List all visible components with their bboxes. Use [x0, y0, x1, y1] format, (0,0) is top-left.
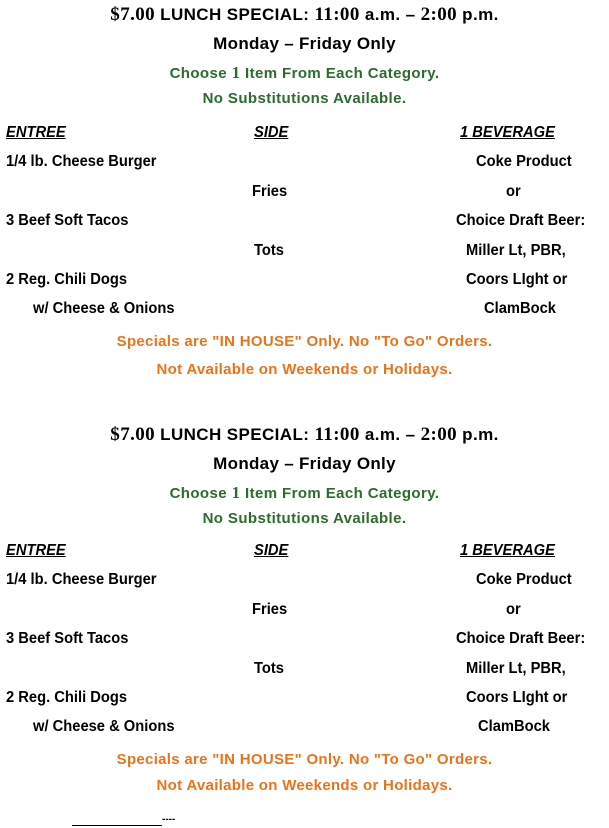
choose-post: Item From Each Category. [245, 485, 440, 502]
price: $7.00 [110, 4, 156, 25]
end-suffix: p.m. [462, 425, 499, 444]
special-title [0, 4, 609, 26]
choose-instruction [0, 63, 609, 83]
choose-pre: Choose [169, 485, 227, 502]
price: $7.00 [110, 424, 156, 445]
special-title [0, 424, 609, 446]
entree-item-detail: w/ Cheese & Onions [33, 718, 175, 735]
end-time: 2:00 [420, 4, 458, 25]
signature-line [72, 825, 162, 826]
beverage-header: 1 BEVERAGE [460, 542, 555, 559]
beverage-item: Choice Draft Beer: [456, 212, 586, 229]
entree-item: 2 Reg. Chili Dogs [6, 689, 128, 706]
end-suffix: p.m. [462, 5, 499, 24]
entree-item: 3 Beef Soft Tacos [6, 212, 129, 229]
no-substitutions: No Substitutions Available. [202, 90, 407, 107]
choose-post: Item From Each Category. [245, 65, 440, 82]
entree-item: 2 Reg. Chili Dogs [6, 271, 128, 288]
choose-number: 1 [231, 483, 241, 502]
in-house-notice: Specials are "IN HOUSE" Only. No "To Go" Orders. [116, 333, 493, 350]
beverage-header: 1 BEVERAGE [460, 124, 555, 141]
beverage-item: Miller Lt, PBR, [466, 660, 566, 677]
title-label: LUNCH SPECIAL: [160, 425, 310, 444]
beverage-item: Coors LIght or [466, 689, 568, 706]
weekend-notice: Not Available on Weekends or Holidays. [156, 777, 453, 794]
beverage-item: Choice Draft Beer: [456, 630, 586, 647]
side-item: Fries [252, 601, 288, 618]
lunch-special-flyer-1 [0, 0, 609, 400]
entree-header: ENTREE [6, 124, 66, 141]
beverage-item: Coke Product [476, 153, 572, 170]
beverage-item: or [506, 183, 521, 200]
beverage-item: Coke Product [476, 571, 572, 588]
no-substitutions: No Substitutions Available. [202, 510, 407, 527]
lunch-special-flyer-2 [0, 420, 609, 820]
entree-item: 1/4 lb. Cheese Burger [6, 571, 157, 588]
beverage-item: Coors LIght or [466, 271, 568, 288]
beverage-item: Miller Lt, PBR, [466, 242, 566, 259]
beverage-item: ClamBock [478, 718, 550, 735]
choose-pre: Choose [169, 65, 227, 82]
footer-dashes: ---- [162, 814, 176, 825]
entree-item: 1/4 lb. Cheese Burger [6, 153, 157, 170]
start-time: 11:00 [314, 424, 360, 445]
entree-header: ENTREE [6, 542, 66, 559]
end-time: 2:00 [420, 424, 458, 445]
in-house-notice: Specials are "IN HOUSE" Only. No "To Go" Orders. [116, 751, 493, 768]
time-dash: – [405, 5, 416, 24]
days-line: Monday – Friday Only [213, 454, 396, 473]
side-item: Fries [252, 183, 288, 200]
start-time: 11:00 [314, 4, 360, 25]
side-item: Tots [254, 242, 284, 259]
choose-instruction [0, 483, 609, 503]
title-label: LUNCH SPECIAL: [160, 5, 310, 24]
side-item: Tots [254, 660, 284, 677]
days-line: Monday – Friday Only [213, 34, 396, 53]
weekend-notice: Not Available on Weekends or Holidays. [156, 361, 453, 378]
beverage-item: ClamBock [484, 300, 556, 317]
start-suffix: a.m. [364, 5, 401, 24]
side-header: SIDE [254, 124, 289, 141]
start-suffix: a.m. [364, 425, 401, 444]
side-header: SIDE [254, 542, 289, 559]
time-dash: – [405, 425, 416, 444]
beverage-item: or [506, 601, 521, 618]
entree-item-detail: w/ Cheese & Onions [33, 300, 175, 317]
entree-item: 3 Beef Soft Tacos [6, 630, 129, 647]
choose-number: 1 [231, 63, 241, 82]
